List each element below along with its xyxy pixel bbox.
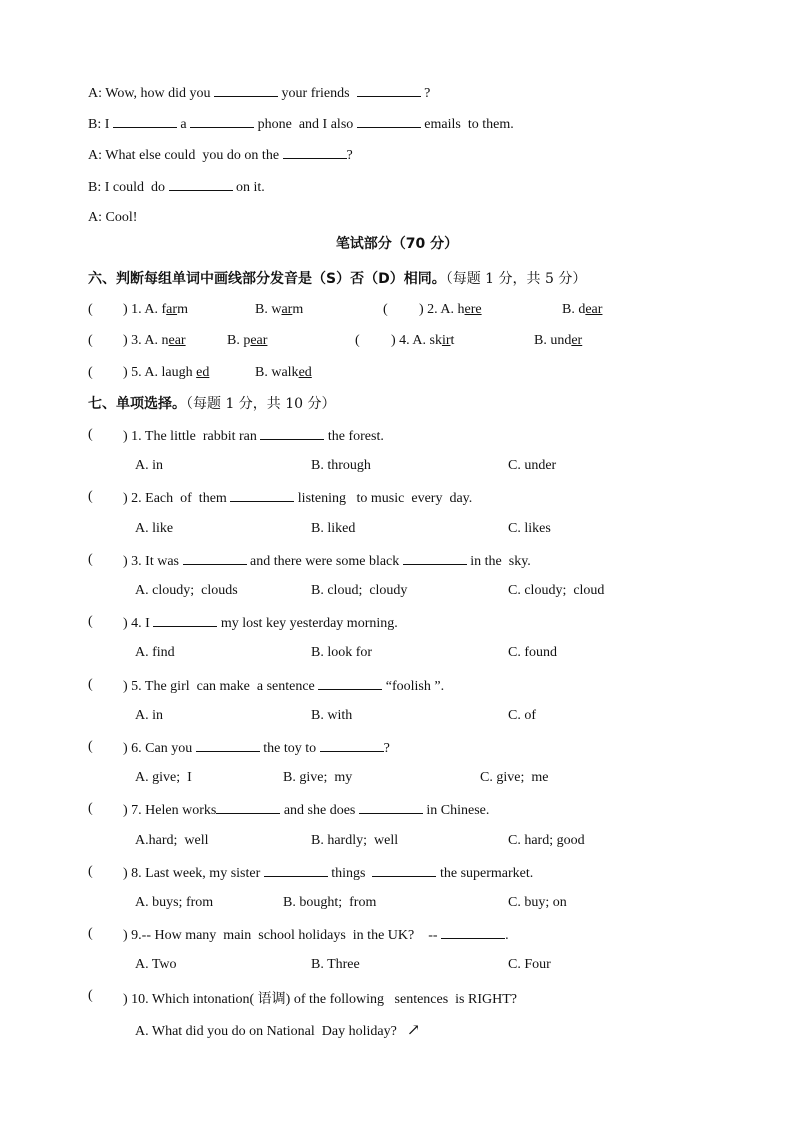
- q5-option-b[interactable]: B. with: [311, 708, 353, 723]
- q9-option-b[interactable]: B. Three: [311, 957, 360, 972]
- q3-option-b[interactable]: B. cloud; cloudy: [311, 583, 408, 598]
- q9-option-a[interactable]: A. Two: [135, 957, 177, 972]
- q10-option-a[interactable]: A. What did you do on National Day holiday? ↗: [135, 1022, 421, 1039]
- q3-option-c[interactable]: C. cloudy; cloud: [508, 583, 605, 598]
- q8-option-c[interactable]: C. buy; on: [508, 895, 567, 910]
- q2-option-b[interactable]: B. liked: [311, 521, 356, 536]
- q1-option-c[interactable]: C. under: [508, 458, 557, 473]
- q5-option-c[interactable]: C. of: [508, 708, 536, 723]
- rising-arrow-icon: ↗: [406, 1022, 421, 1039]
- q1-option-a[interactable]: A. in: [135, 458, 163, 473]
- q7-option-b[interactable]: B. hardly; well: [311, 833, 399, 848]
- q2-option-c[interactable]: C. likes: [508, 521, 551, 536]
- q4-option-c[interactable]: C. found: [508, 645, 557, 660]
- q1-option-b[interactable]: B. through: [311, 458, 371, 473]
- dialogue-line-3: A: What else could you do on the ?: [88, 148, 353, 163]
- q6-option-b[interactable]: B. give; my: [283, 770, 353, 785]
- section6-heading: 六、判断每组单词中画线部分发音是（S）否（D）相同。（每题 1 分，共 5 分）: [88, 271, 587, 287]
- q5-option-a[interactable]: A. in: [135, 708, 163, 723]
- dialogue-line-1: A: Wow, how did you your friends ?: [88, 86, 431, 101]
- q8-option-a[interactable]: A. buys; from: [135, 895, 214, 910]
- q4-option-b[interactable]: B. look for: [311, 645, 373, 660]
- q6-option-c[interactable]: C. give; me: [480, 770, 549, 785]
- dialogue-line-5: A: Cool!: [88, 210, 138, 225]
- q6-option-a[interactable]: A. give; I: [135, 770, 192, 785]
- written-part-title: 笔试部分（70 分）: [335, 236, 459, 252]
- q2-option-a[interactable]: A. like: [135, 521, 174, 536]
- dialogue-line-2: B: I a phone and I also emails to them.: [88, 117, 514, 132]
- dialogue-line-4: B: I could do on it.: [88, 180, 265, 195]
- q3-option-a[interactable]: A. cloudy; clouds: [135, 583, 238, 598]
- section7-heading: 七、单项选择。（每题 1 分，共 10 分）: [88, 396, 336, 412]
- q8-option-b[interactable]: B. bought; from: [283, 895, 377, 910]
- q7-option-a[interactable]: A.hard; well: [135, 833, 209, 848]
- q7-option-c[interactable]: C. hard; good: [508, 833, 585, 848]
- q9-option-c[interactable]: C. Four: [508, 957, 551, 972]
- q4-option-a[interactable]: A. find: [135, 645, 175, 660]
